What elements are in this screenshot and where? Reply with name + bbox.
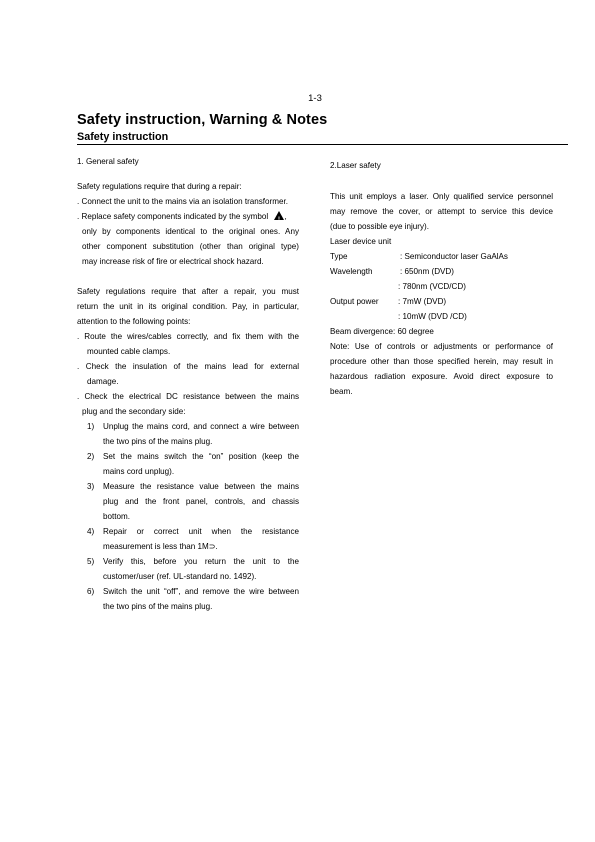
- step-1-line1: Unplug the mains cord, and connect a wire between: [103, 422, 299, 431]
- beam-divergence: Beam divergence: 60 degree: [330, 327, 434, 336]
- general-safety-heading: 1. General safety: [77, 157, 139, 166]
- step-6-line1: Switch the unit “off”, and remove the wire between: [103, 587, 299, 596]
- bullet-isolation: . Connect the unit to the mains via an isolation transformer.: [77, 197, 288, 206]
- route-wires-line2: mounted cable clamps.: [87, 347, 171, 356]
- repair-intro: Safety regulations require that during a repair:: [77, 182, 242, 191]
- page-number: 1-3: [308, 93, 322, 104]
- note-line4: beam.: [330, 387, 353, 396]
- step-2-line2: mains cord unplug).: [103, 467, 175, 476]
- note-line3: hazardous radiation exposure. Avoid direct exposure to: [330, 372, 553, 381]
- check-resistance-line1: . Check the electrical DC resistance between the mains: [77, 392, 299, 401]
- step-3-number: 3): [87, 482, 95, 491]
- check-resistance-line2: plug and the secondary side:: [82, 407, 186, 416]
- step-3-line1: Measure the resistance value between the mains: [103, 482, 299, 491]
- laser-intro-line1: This unit employs a laser. Only qualified service personnel: [330, 192, 553, 201]
- step-2-line1: Set the mains switch the “on” position (keep the: [103, 452, 299, 461]
- after-repair-line1: Safety regulations require that after a repair, you must: [77, 287, 299, 296]
- step-5-line1: Verify this, before you return the unit to the: [103, 557, 299, 566]
- bullet-components-line2: only by components identical to the original ones. Any: [82, 227, 299, 236]
- laser-intro-line3: (due to possible eye injury).: [330, 222, 429, 231]
- laser-safety-heading: 2.Laser safety: [330, 161, 381, 170]
- output-power-value-dvd: : 7mW (DVD): [398, 297, 447, 306]
- bullet-components-comma: ,: [284, 212, 287, 221]
- type-value: : Semiconductor laser GaAlAs: [400, 252, 508, 261]
- note-line2: procedure other than those specified herein, may result in: [330, 357, 553, 366]
- bullet-components-line1: [77, 209, 287, 224]
- step-6-number: 6): [87, 587, 95, 596]
- laser-device-unit: Laser device unit: [330, 237, 392, 246]
- output-power-value-cd: : 10mW (DVD /CD): [398, 312, 467, 321]
- check-insulation-line2: damage.: [87, 377, 119, 386]
- page-title: Safety instruction, Warning & Notes: [77, 112, 328, 128]
- route-wires-line1: . Route the wires/cables correctly, and fix them with the: [77, 332, 299, 341]
- wavelength-label: Wavelength: [330, 267, 373, 276]
- step-1-number: 1): [87, 422, 95, 431]
- warning-triangle-icon: [274, 211, 287, 221]
- wavelength-value-dvd: : 650nm (DVD): [400, 267, 454, 276]
- step-4-line2: measurement is less than 1M⊃.: [103, 542, 218, 551]
- output-power-label: Output power: [330, 297, 379, 306]
- section-subtitle: Safety instruction: [77, 131, 169, 143]
- step-5-line2: customer/user (ref. UL-standard no. 1492).: [103, 572, 257, 581]
- bullet-components-line4: may increase risk of fire or electrical shock hazard.: [82, 257, 264, 266]
- after-repair-line2: return the unit in its original condition. Pay, in particular,: [77, 302, 299, 311]
- type-label: Type: [330, 252, 348, 261]
- check-insulation-line1: . Check the insulation of the mains lead for external: [77, 362, 299, 371]
- step-6-line2: the two pins of the mains plug.: [103, 602, 213, 611]
- step-4-number: 4): [87, 527, 95, 536]
- after-repair-line3: attention to the following points:: [77, 317, 191, 326]
- laser-intro-line2: may remove the cover, or attempt to service this device: [330, 207, 553, 216]
- step-2-number: 2): [87, 452, 95, 461]
- step-1-line2: the two pins of the mains plug.: [103, 437, 213, 446]
- step-5-number: 5): [87, 557, 95, 566]
- step-3-line3: bottom.: [103, 512, 130, 521]
- heading-rule: [77, 144, 568, 145]
- step-3-line2: plug and the front panel, controls, and chassis: [103, 497, 299, 506]
- step-4-line1: Repair or correct unit when the resistance: [103, 527, 299, 536]
- bullet-components-text: . Replace safety components indicated by the symbol: [77, 212, 269, 221]
- wavelength-value-cd: : 780nm (VCD/CD): [398, 282, 466, 291]
- note-line1: Note: Use of controls or adjustments or performance of: [330, 342, 553, 351]
- bullet-components-line3: other component substitution (other than original type): [82, 242, 299, 251]
